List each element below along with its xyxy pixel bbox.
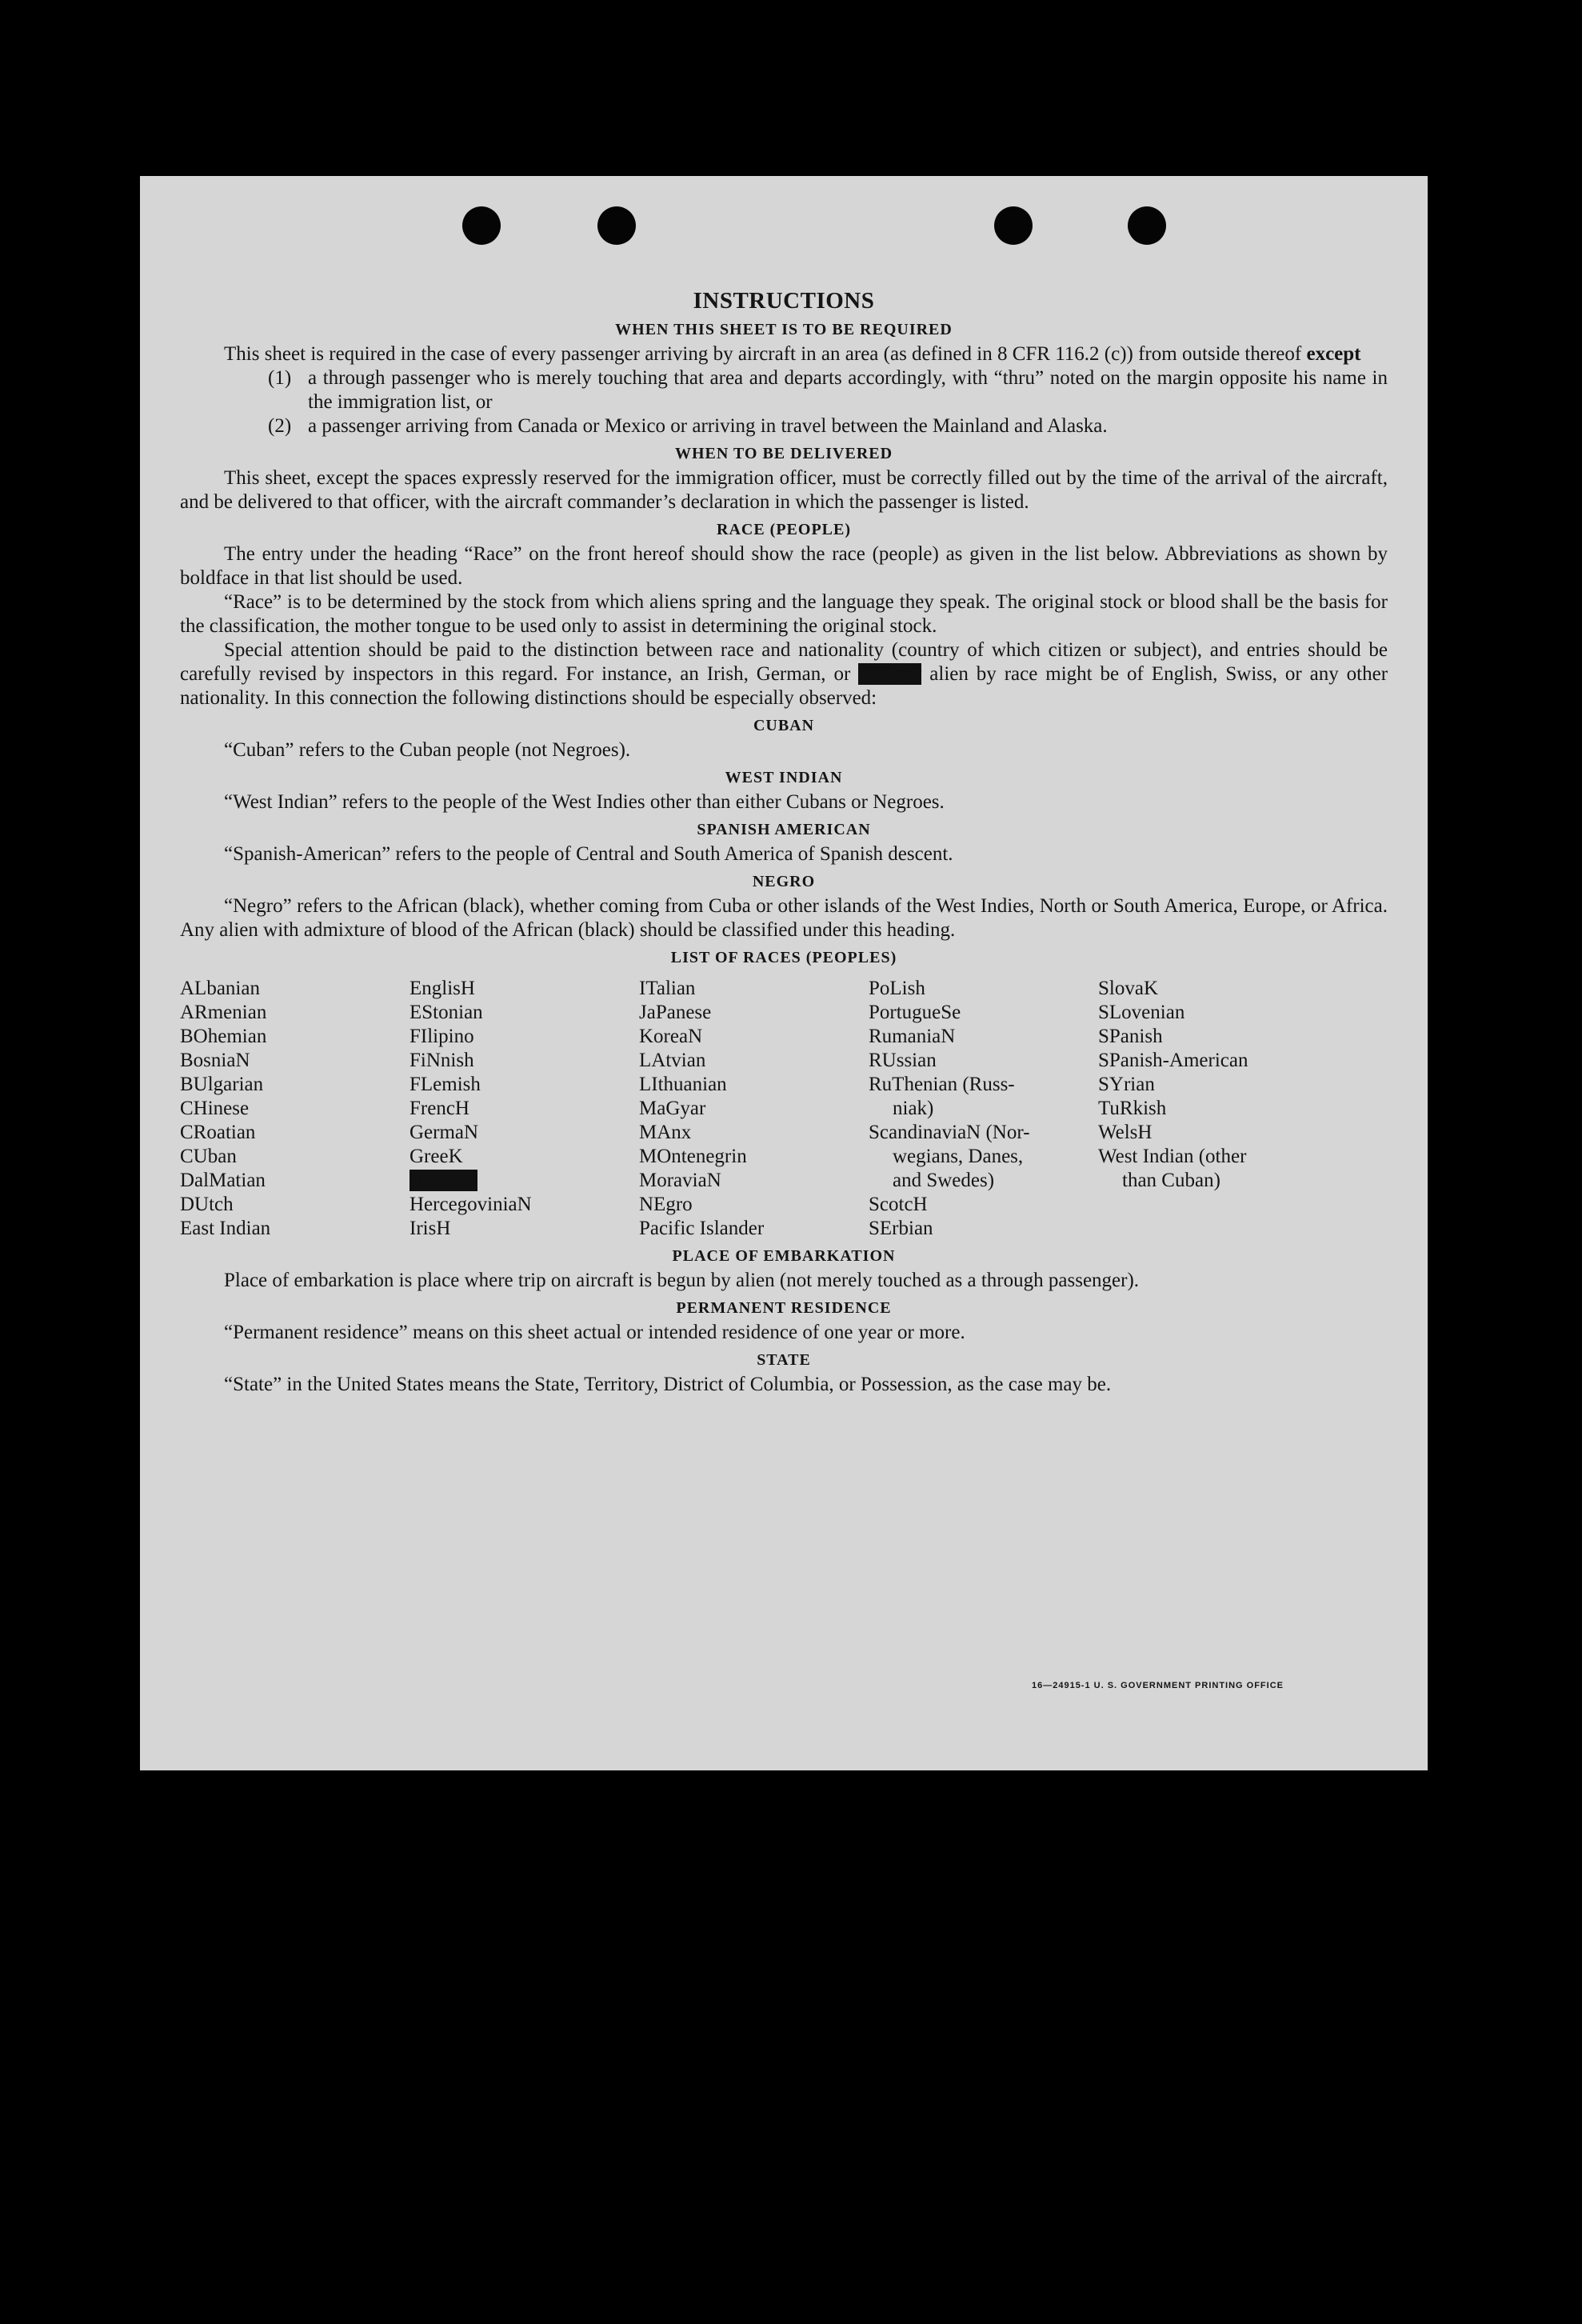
race-entry: KoreaN	[639, 1026, 703, 1047]
race-entry: BUlgarian	[180, 1074, 264, 1095]
heading-embarkation: PLACE OF EMBARKATION	[672, 1247, 896, 1265]
race-entry: ARmenian	[180, 1002, 267, 1023]
page-title: INSTRUCTIONS	[693, 288, 875, 314]
race-entry: RumaniaN	[869, 1026, 956, 1047]
required-intro: This sheet is required in the case of every passenger arriving by aircraft in an area (as defined in 8 CFR 116.2 (c)) from outside thereof except	[224, 343, 1361, 365]
heading-spanish-american: SPANISH AMERICAN	[697, 821, 871, 838]
race-entry: RUssian	[869, 1050, 937, 1071]
heading-permanent-residence: PERMANENT RESIDENCE	[676, 1299, 892, 1317]
race-entry: EStonian	[409, 1002, 483, 1023]
race-entry: DalMatian	[180, 1170, 266, 1191]
race-entry: West Indian (other	[1098, 1146, 1247, 1167]
race-entry: CUban	[180, 1146, 237, 1167]
race-entry: MoraviaN	[639, 1170, 721, 1191]
race-entry: HercegoviniaN	[409, 1194, 532, 1215]
race-entry: EnglisH	[409, 978, 475, 999]
race-entry: MaGyar	[639, 1098, 706, 1119]
redacted-race-entry: HebreW	[409, 1170, 477, 1191]
race-column-4	[869, 977, 1098, 1241]
cuban-text: “Cuban” refers to the Cuban people (not Negroes).	[224, 739, 631, 761]
required-item-2: (2) a passenger arriving from Canada or Mexico or arriving in travel between the Mainland and Alaska.	[268, 415, 1108, 437]
race-entry: SlovaK	[1098, 978, 1158, 999]
race-entry	[409, 1169, 639, 1193]
heading-delivered: WHEN TO BE DELIVERED	[674, 445, 893, 462]
race-entry: RuThenian (Russ-	[869, 1074, 1015, 1095]
punch-hole	[1128, 206, 1166, 245]
race-paragraph-3: Special attention should be paid to the distinction between race and nationality (country of which citizen or subject), and entries should be carefully revised by inspectors in this regard. For instance, an Irish, German, or Hebrew alien by race might be of English, Swiss, or any other nationality. In this connection the following distinctions should be especially observed:	[180, 639, 1388, 709]
race-entry: SErbian	[869, 1218, 933, 1239]
negro-text: “Negro” refers to the African (black), whether coming from Cuba or other islands of the West Indies, North or South America, Europe, or Africa. Any alien with admixture of blood of the African (black) should be classified under this heading.	[180, 895, 1388, 941]
race-entry: ScandinaviaN (Nor-	[869, 1122, 1030, 1143]
race-entry: GreeK	[409, 1146, 463, 1167]
race-entry: SPanish	[1098, 1026, 1163, 1047]
race-entry: than Cuban)	[1122, 1170, 1220, 1191]
race-entry: GermaN	[409, 1122, 479, 1143]
race-entry: FIlipino	[409, 1026, 474, 1047]
delivered-text: This sheet, except the spaces expressly reserved for the immigration officer, must be correctly filled out by the time of the arrival of the aircraft, and be delivered to that officer, with the aircraft commander’s declaration in which the passenger is listed.	[180, 467, 1388, 513]
race-column-3	[639, 977, 869, 1241]
race-entry: SLovenian	[1098, 1002, 1185, 1023]
race-column-2	[409, 977, 639, 1241]
instructions-content	[180, 288, 1388, 1397]
race-entry: MAnx	[639, 1122, 692, 1143]
heading-race: RACE (PEOPLE)	[717, 521, 851, 538]
race-list	[180, 977, 1388, 1241]
race-entry: East Indian	[180, 1218, 271, 1239]
race-column-5	[1098, 977, 1328, 1241]
race-entry: FrencH	[409, 1098, 469, 1119]
race-column-1	[180, 977, 409, 1241]
race-entry: WelsH	[1098, 1122, 1153, 1143]
heading-required: WHEN THIS SHEET IS TO BE REQUIRED	[615, 321, 953, 338]
printing-office-note: 16—24915-1 U. S. GOVERNMENT PRINTING OFFICE	[1031, 1681, 1284, 1690]
punch-hole	[597, 206, 636, 245]
race-entry: LAtvian	[639, 1050, 706, 1071]
race-entry: ITalian	[639, 978, 696, 999]
race-entry: Pacific Islander	[639, 1218, 765, 1239]
punch-hole	[462, 206, 501, 245]
race-entry: LIthuanian	[639, 1074, 727, 1095]
race-entry: BOhemian	[180, 1026, 267, 1047]
race-entry: ScotcH	[869, 1194, 928, 1215]
document-sheet	[140, 176, 1428, 1770]
required-item-1: (1) a through passenger who is merely touching that area and departs accordingly, with “thru” noted on the margin opposite his name in the immigration list, or	[268, 367, 1388, 413]
state-text: “State” in the United States means the State, Territory, District of Columbia, or Possession, as the case may be.	[224, 1374, 1112, 1395]
spanish-american-text: “Spanish-American” refers to the people of Central and South America of Spanish descent.	[224, 843, 953, 865]
race-entry: SYrian	[1098, 1074, 1155, 1095]
race-entry: CRoatian	[180, 1122, 256, 1143]
race-entry: and Swedes)	[893, 1170, 995, 1191]
race-entry: FLemish	[409, 1074, 481, 1095]
race-entry: SPanish-American	[1098, 1050, 1248, 1071]
race-entry: JaPanese	[639, 1002, 712, 1023]
heading-negro: NEGRO	[752, 873, 816, 890]
heading-state: STATE	[757, 1351, 811, 1369]
race-entry: FiNnish	[409, 1050, 474, 1071]
race-entry: ALbanian	[180, 978, 260, 999]
heading-west-indian: WEST INDIAN	[725, 769, 843, 786]
race-entry: CHinese	[180, 1098, 250, 1119]
west-indian-text: “West Indian” refers to the people of the West Indies other than either Cubans or Negroes.	[224, 791, 945, 813]
permanent-residence-text: “Permanent residence” means on this sheet actual or intended residence of one year or more.	[224, 1322, 965, 1343]
redacted-word: Hebrew	[858, 663, 922, 685]
race-entry: DUtch	[180, 1194, 234, 1215]
race-entry: PoLish	[869, 978, 925, 999]
punch-hole	[994, 206, 1033, 245]
race-entry: TuRkish	[1098, 1098, 1167, 1119]
race-entry: PortugueSe	[869, 1002, 961, 1023]
race-entry: IrisH	[409, 1218, 451, 1239]
heading-list-of-races: LIST OF RACES (PEOPLES)	[670, 949, 897, 966]
race-entry: MOntenegrin	[639, 1146, 747, 1167]
race-entry: wegians, Danes,	[893, 1146, 1024, 1167]
race-paragraph-2: “Race” is to be determined by the stock from which aliens spring and the language they speak. The original stock or blood shall be the basis for the classification, the mother tongue to be used only to assist in determining the original stock.	[180, 591, 1388, 637]
race-entry: BosniaN	[180, 1050, 250, 1071]
race-entry: NEgro	[639, 1194, 693, 1215]
race-entry: niak)	[893, 1098, 934, 1119]
embarkation-text: Place of embarkation is place where trip on aircraft is begun by alien (not merely touched as a through passenger).	[224, 1270, 1140, 1291]
race-paragraph-1: The entry under the heading “Race” on the front hereof should show the race (people) as given in the list below. Abbreviations as shown by boldface in that list should be used.	[180, 543, 1388, 589]
heading-cuban: CUBAN	[753, 717, 815, 734]
